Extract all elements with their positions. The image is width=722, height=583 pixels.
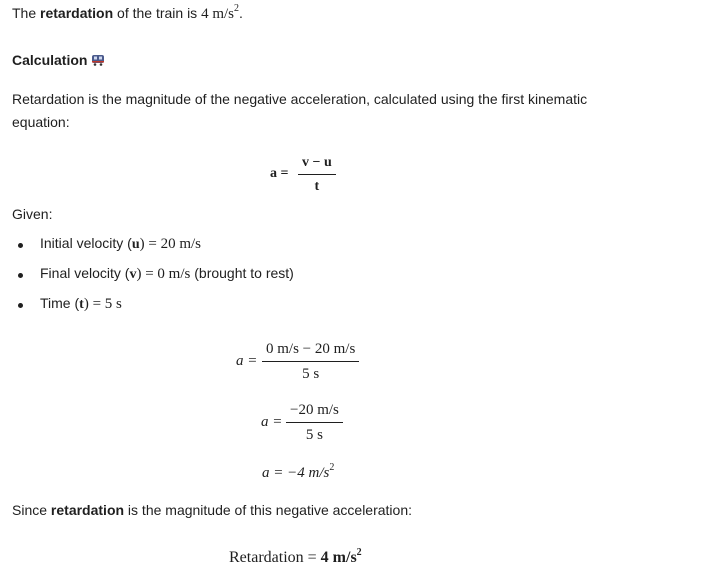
given-label: Given:	[12, 206, 53, 222]
train-icon	[91, 54, 105, 66]
bullet-dot	[18, 303, 23, 308]
calculation-heading: Calculation	[12, 52, 105, 68]
bullet-dot	[18, 243, 23, 248]
final-answer: Retardation = 4 $m/s^2$	[229, 547, 362, 566]
step2-fraction: $\frac{-20 m/s}{5 s}$	[286, 402, 343, 444]
step3-result: a = −4 $m/s^2$	[262, 462, 335, 481]
step2-lhs: a =	[261, 414, 283, 430]
intro-sentence: The retardation of the train is 4 $m/s^2$.	[12, 3, 243, 22]
given-item-time: Time (t) = 5 s	[40, 295, 122, 312]
explanation-paragraph: Retardation is the magnitude of the negative acceleration, calculated using the first kinematic equation:	[12, 91, 588, 130]
given-item-initial-velocity: Initial velocity (u) = 20 m/s	[40, 235, 201, 252]
formula-fraction: $\frac{v - u}{t}$	[298, 155, 336, 195]
formula-lhs: a =	[270, 166, 289, 181]
intro-bold: retardation	[40, 5, 114, 21]
bullet-dot	[18, 273, 23, 278]
step1-fraction: $\frac{0 m/s - 20 m/s}{5 s}$	[262, 341, 359, 383]
step1-lhs: a =	[236, 353, 258, 369]
since-sentence: Since retardation is the magnitude of this negative acceleration:	[12, 502, 412, 518]
intro-value: 4 $m/s^2$	[201, 3, 240, 22]
given-item-final-velocity: Final velocity (v) = 0 m/s (brought to rest)	[40, 265, 294, 282]
